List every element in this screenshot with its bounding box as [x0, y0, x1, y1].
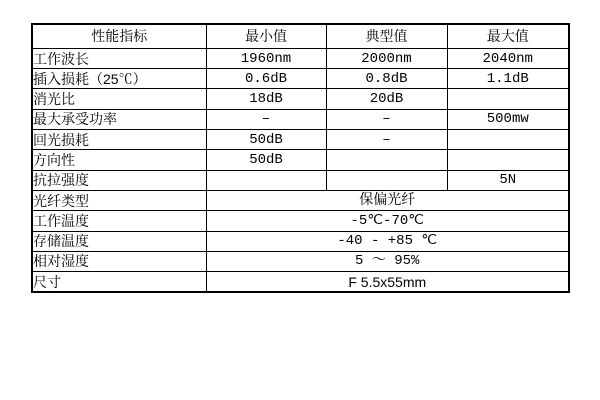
typical-value: – [326, 109, 447, 129]
merged-value: 保偏光纤 [206, 190, 569, 210]
max-value [447, 150, 569, 170]
spec-label: 方向性 [32, 150, 206, 170]
table-row-tensile-strength [32, 170, 569, 190]
max-value: 1.1dB [447, 69, 569, 89]
spec-label: 相对湿度 [32, 251, 206, 271]
max-value [447, 130, 569, 150]
table-row-directivity [32, 150, 569, 170]
typical-value: 0.8dB [326, 69, 447, 89]
table-row-insertion-loss [32, 69, 569, 89]
table-row-dimensions [32, 272, 569, 292]
spec-label: 消光比 [32, 89, 206, 109]
spec-label: 回光损耗 [32, 130, 206, 150]
spec-label: 存储温度 [32, 231, 206, 251]
table-row-fiber-type [32, 190, 569, 210]
table-row-max-power [32, 109, 569, 129]
spec-label: 工作温度 [32, 211, 206, 231]
merged-value: -40 - +85 ℃ [206, 231, 569, 251]
max-value: 5N [447, 170, 569, 190]
typical-value: 20dB [326, 89, 447, 109]
min-value: 1960nm [206, 48, 326, 68]
header-min: 最小值 [206, 24, 326, 48]
table-row-extinction-ratio [32, 89, 569, 109]
min-value [206, 170, 326, 190]
spec-label: 尺寸 [32, 272, 206, 292]
max-value [447, 89, 569, 109]
min-value: 18dB [206, 89, 326, 109]
spec-table [31, 23, 570, 293]
spec-label: 插入损耗（25℃） [32, 69, 206, 89]
merged-value: -5℃-70℃ [206, 211, 569, 231]
table-row-return-loss [32, 130, 569, 150]
typical-value [326, 150, 447, 170]
table-row-wavelength [32, 48, 569, 68]
min-value: 0.6dB [206, 69, 326, 89]
spec-label: 抗拉强度 [32, 170, 206, 190]
typical-value [326, 170, 447, 190]
merged-value: F 5.5x55mm [206, 272, 569, 292]
merged-value: 5 ～ 95% [206, 251, 569, 271]
header-typical: 典型值 [326, 24, 447, 48]
header-row [32, 24, 569, 48]
min-value: – [206, 109, 326, 129]
spec-label: 工作波长 [32, 48, 206, 68]
table-row-relative-humidity [32, 251, 569, 271]
min-value: 50dB [206, 130, 326, 150]
max-value: 500mw [447, 109, 569, 129]
typical-value: – [326, 130, 447, 150]
header-indicator: 性能指标 [32, 24, 206, 48]
header-max: 最大值 [447, 24, 569, 48]
min-value: 50dB [206, 150, 326, 170]
max-value: 2040nm [447, 48, 569, 68]
table-row-operating-temp [32, 211, 569, 231]
spec-label: 最大承受功率 [32, 109, 206, 129]
spec-label: 光纤类型 [32, 190, 206, 210]
table-row-storage-temp [32, 231, 569, 251]
typical-value: 2000nm [326, 48, 447, 68]
